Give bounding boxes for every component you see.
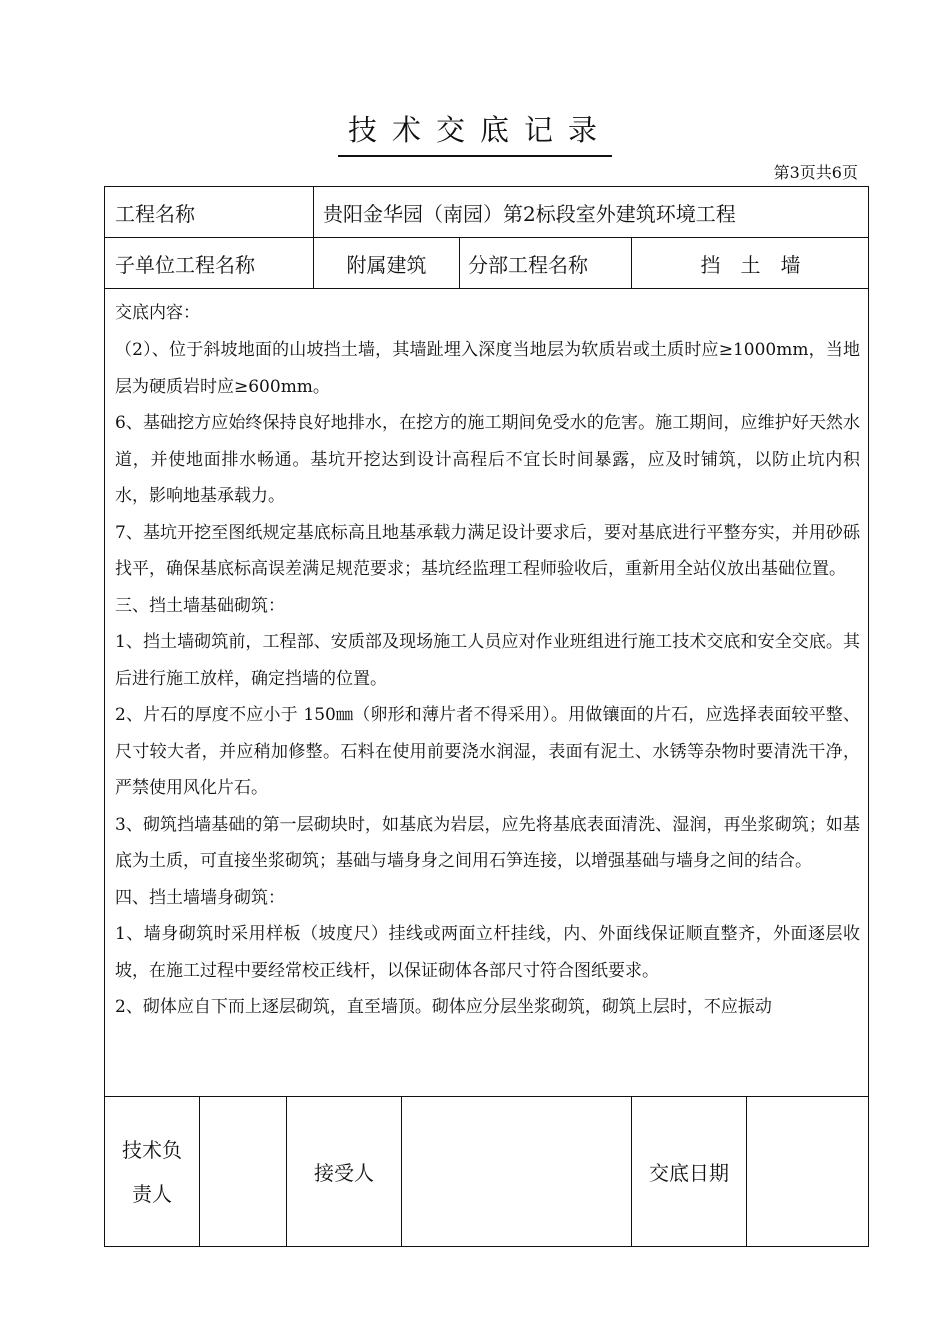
section-heading: 三、挡土墙基础砌筑：: [115, 595, 285, 616]
tech-lead-signature[interactable]: [200, 1097, 287, 1246]
content-paragraph: 3、砌筑挡墙基础的第一层砌块时，如基底为岩层，应先将基底表面清洗、湿润，再坐浆砌筑；如基底为土质，可直接坐浆砌筑；基础与墙身身之间用石笋连接，以增强基础与墙身之间的结合。: [115, 814, 860, 871]
content-paragraph: 7、基坑开挖至图纸规定基底标高且地基承载力满足设计要求后，要对基底进行平整夯实，并用砂砾找平，确保基底标高误差满足规范要求；基坑经监理工程师验收后，重新用全站仪放出基础位置。: [115, 522, 860, 579]
sub-unit-row: [105, 238, 868, 289]
receiver-signature[interactable]: [402, 1097, 632, 1246]
division-label: 分部工程名称: [460, 238, 632, 288]
date-value[interactable]: [747, 1097, 868, 1246]
date-label: 交底日期: [632, 1097, 747, 1246]
division-value: 挡 土 墙: [700, 252, 801, 277]
page-number: 第3页共6页: [773, 163, 858, 182]
sub-unit-label: 子单位工程名称: [105, 238, 314, 288]
document-title: 技术交底记录: [0, 108, 950, 157]
content-paragraph: 1、挡土墙砌筑前，工程部、安质部及现场施工人员应对作业班组进行施工技术交底和安全交底。其后进行施工放样，确定挡墙的位置。: [115, 632, 860, 689]
project-name: 贵阳金华园（南园）第2标段室外建筑环境工程: [323, 201, 736, 226]
content-paragraph: 6、基础挖方应始终保持良好地排水，在挖方的施工期间免受水的危害。施工期间，应维护好天然水道，并使地面排水畅通。基坑开挖达到设计高程后不宜长时间暴露，应及时铺筑，以防止坑内积水，影响地基承载力。: [115, 413, 860, 506]
content-paragraph: （2）、位于斜坡地面的山坡挡土墙，其墙趾埋入深度当地层为软质岩或土质时应≥1000mm，当地层为硬质岩时应≥600mm。: [115, 340, 860, 397]
content-paragraph: 1、墙身砌筑时采用样板（坡度尺）挂线或两面立杆挂线，内、外面线保证顺直整齐，外面逐层收坡，在施工过程中要经常校正线杆，以保证砌体各部尺寸符合图纸要求。: [115, 924, 860, 981]
content-paragraph: 2、砌体应自下而上逐层砌筑，直至墙顶。砌体应分层坐浆砌筑，砌筑上层时，不应振动: [115, 997, 772, 1017]
project-label: 工程名称: [105, 187, 314, 237]
project-row: [105, 187, 868, 238]
content-intro: 交底内容：: [115, 303, 200, 323]
disclosure-content: [105, 289, 868, 1097]
receiver-label: 接受人: [287, 1097, 402, 1246]
section-heading: 四、挡土墙墙身砌筑：: [115, 887, 285, 908]
record-table: [104, 186, 869, 1247]
sub-unit-value: 附属建筑: [314, 238, 460, 288]
content-paragraph: 2、片石的厚度不应小于 150㎜（卵形和薄片者不得采用）。用做镶面的片石，应选择表面较平整、尺寸较大者，并应稍加修整。石料在使用前要浇水润湿，表面有泥土、水锈等杂物时要清洗干净，严禁使用风化片石。: [115, 705, 860, 798]
signoff-row: [105, 1097, 868, 1246]
tech-lead-label: 技术负 责人: [105, 1097, 200, 1246]
